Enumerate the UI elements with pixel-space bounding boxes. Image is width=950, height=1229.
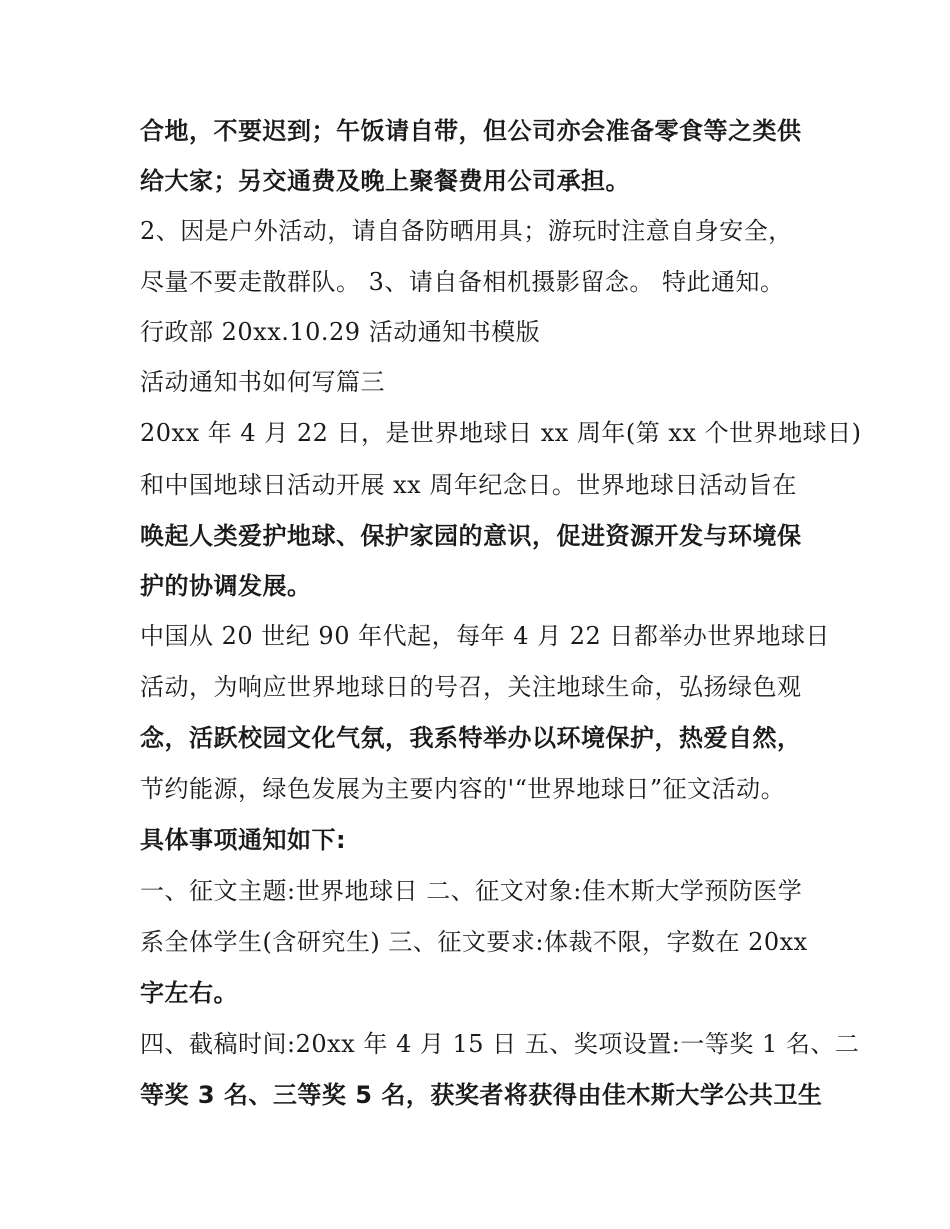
text-line: 字左右。 (140, 979, 238, 1007)
text-line: 20xx 年 4 月 22 日，是世界地球日 xx 周年(第 xx 个世界地球日) (140, 419, 862, 447)
text-line: 等奖 3 名、三等奖 5 名，获奖者将获得由佳木斯大学公共卫生 (140, 1081, 823, 1109)
text-line: 四、截稿时间:20xx 年 4 月 15 日 五、奖项设置:一等奖 1 名、二 (140, 1030, 860, 1058)
text-line: 2、因是户外活动，请自备防晒用具；游玩时注意自身安全， (140, 217, 793, 245)
text-line: 节约能源，绿色发展为主要内容的'“世界地球日”征文活动。 (140, 775, 786, 803)
text-line: 合地，不要迟到；午饭请自带，但公司亦会准备零食等之类供 (140, 117, 802, 145)
text-line: 具体事项通知如下: (140, 826, 347, 854)
text-line: 行政部 20xx.10.29 活动通知书模版 (140, 318, 541, 346)
text-line: 活动，为响应世界地球日的号召，关注地球生命，弘扬绿色观 (140, 673, 802, 701)
text-line: 尽量不要走散群队。 3、请自备相机摄影留念。 特此通知。 (140, 268, 785, 296)
text-line: 系全体学生(含研究生) 三、征文要求:体裁不限，字数在 20xx (140, 928, 808, 956)
text-line: 和中国地球日活动开展 xx 周年纪念日。世界地球日活动旨在 (140, 471, 797, 499)
text-line: 一、征文主题:世界地球日 二、征文对象:佳木斯大学预防医学 (140, 877, 803, 905)
text-line: 中国从 20 世纪 90 年代起，每年 4 月 22 日都举办世界地球日 (140, 622, 830, 650)
text-line: 念，活跃校园文化气氛，我系特举办以环境保护，热爱自然， (140, 724, 802, 752)
text-line: 活动通知书如何写篇三 (140, 368, 385, 396)
text-line: 护的协调发展。 (140, 572, 312, 600)
text-line: 给大家；另交通费及晚上聚餐费用公司承担。 (140, 167, 630, 195)
text-line: 唤起人类爱护地球、保护家园的意识，促进资源开发与环境保 (140, 522, 802, 550)
